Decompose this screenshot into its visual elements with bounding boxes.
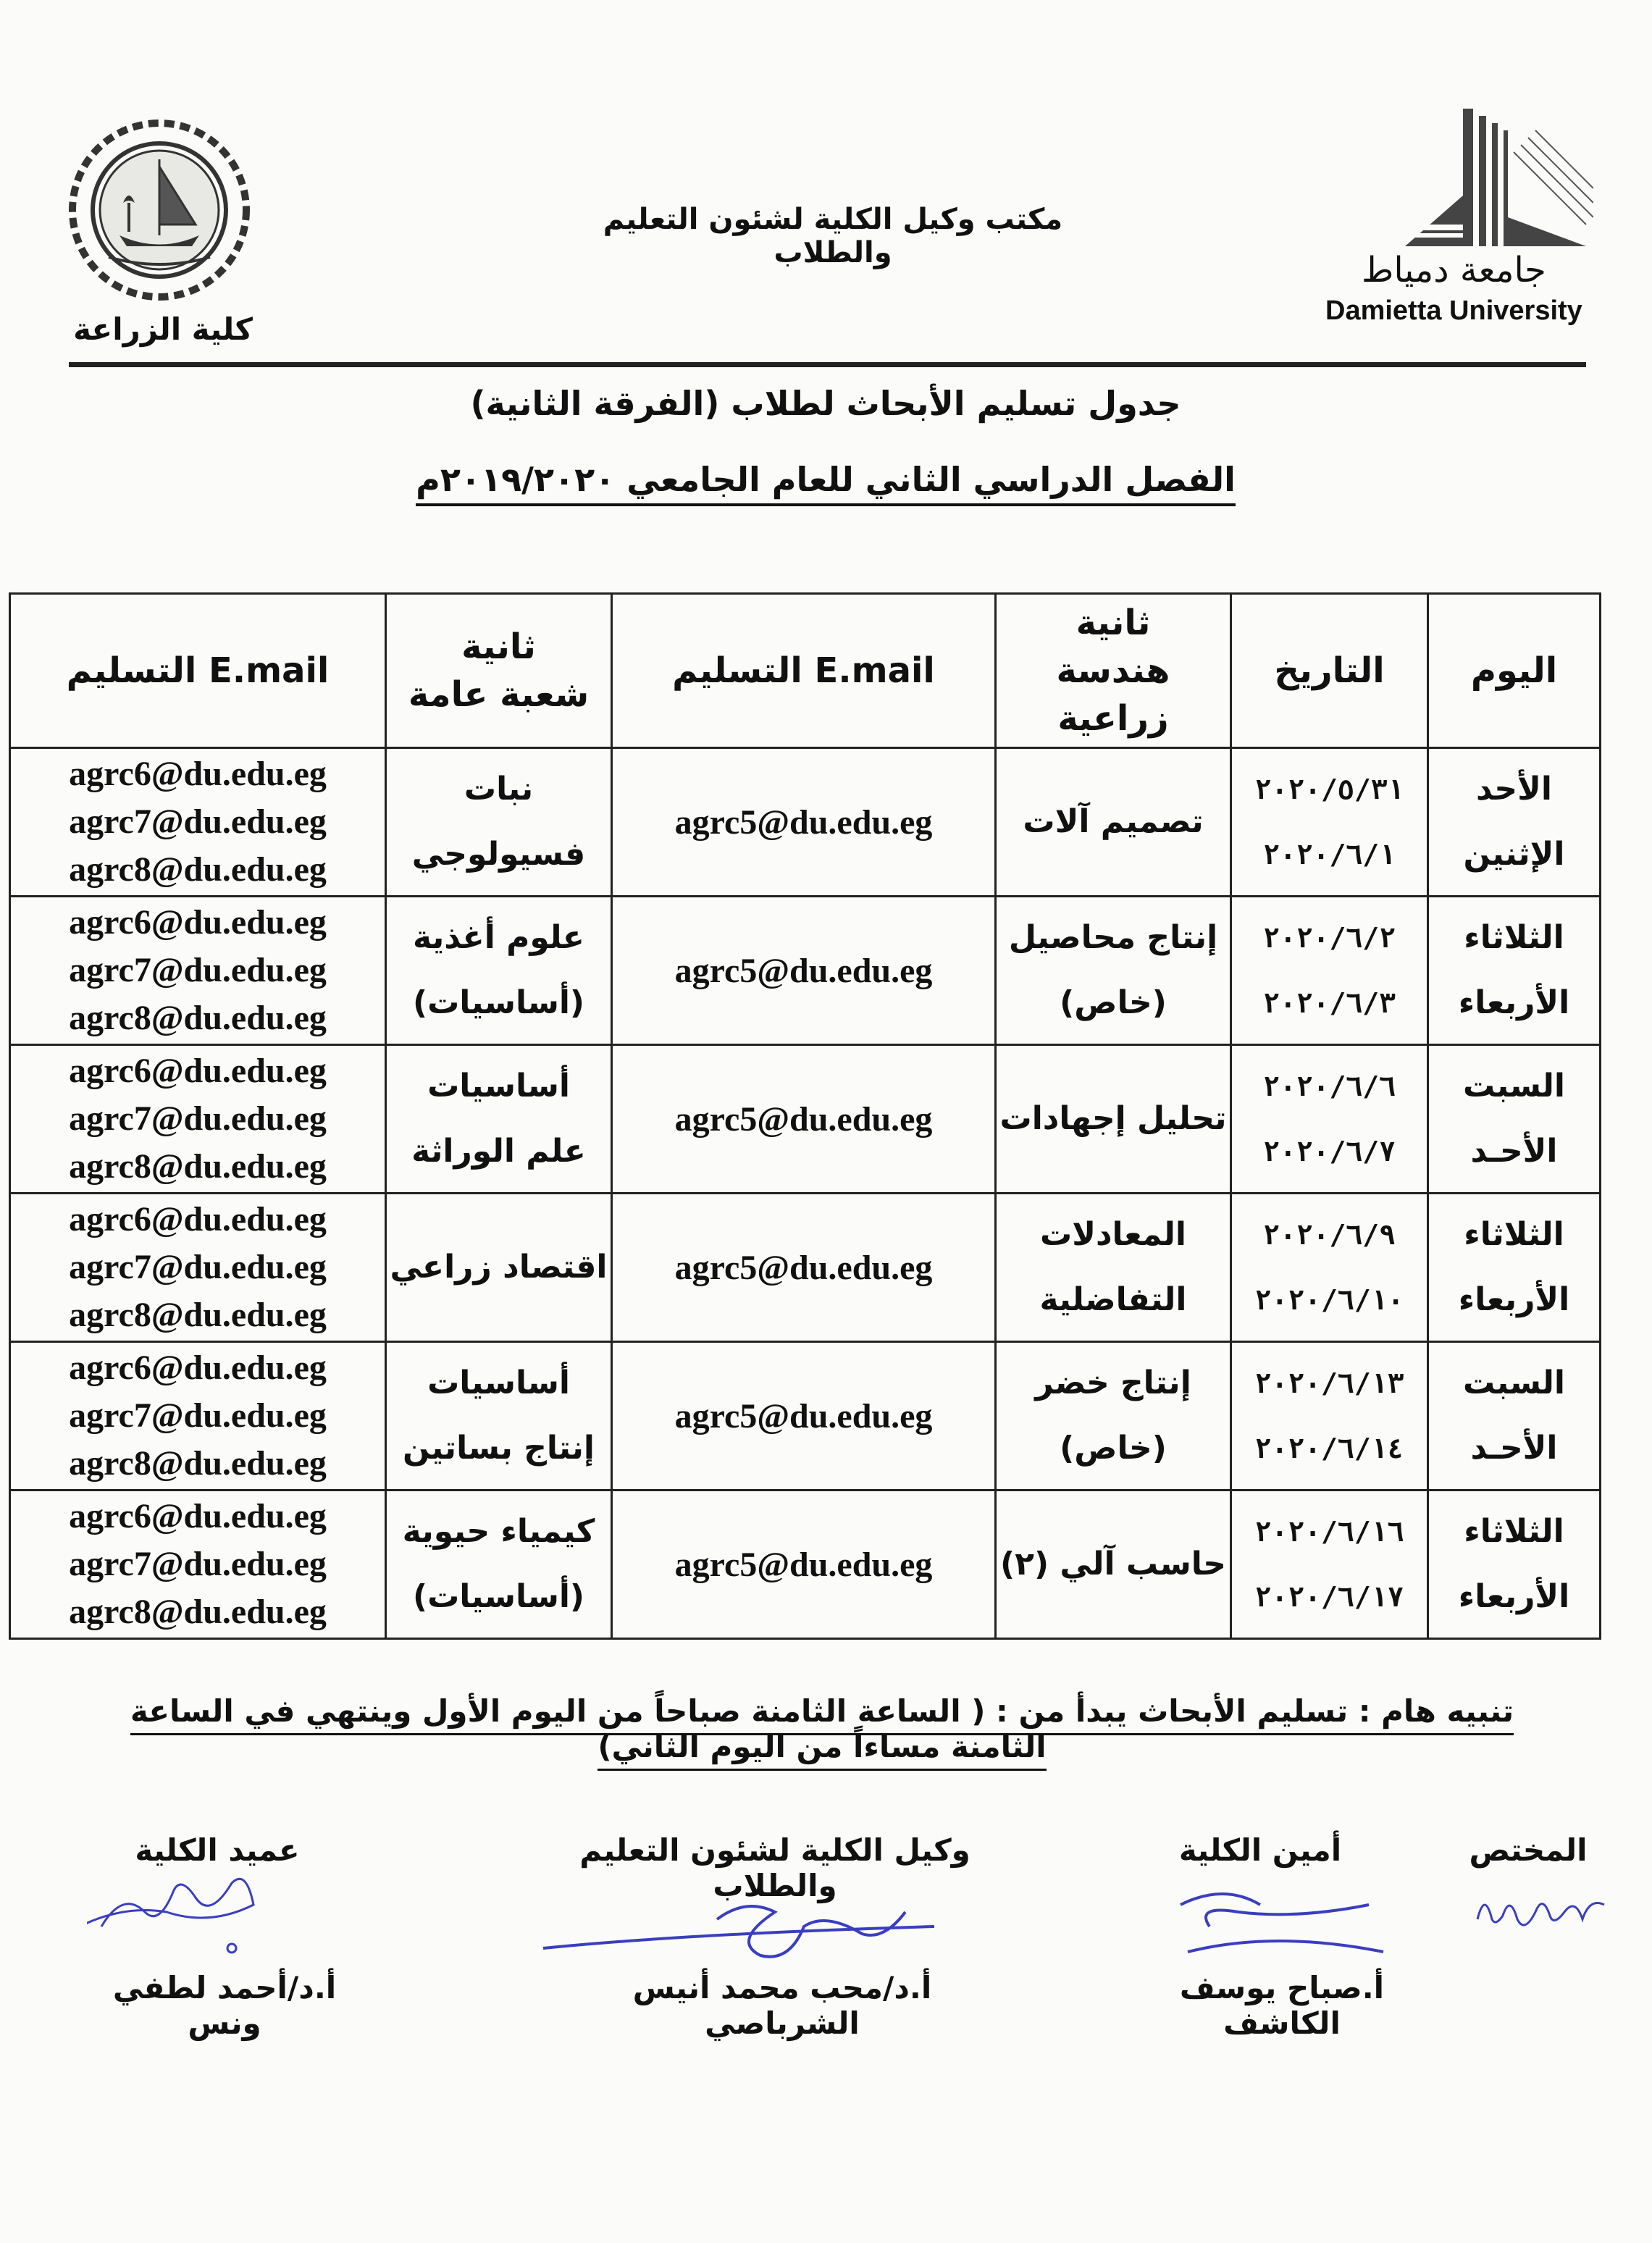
gen-email-cell: [10, 1045, 386, 1194]
vice-dean-signature: [536, 1876, 942, 1970]
dean-title: عميد الكلية: [135, 1832, 300, 1868]
table-row: [10, 897, 1601, 1045]
gen-subject-cell: علوم أغذية (أساسيات): [386, 897, 612, 1045]
eng-email-cell: [612, 1194, 996, 1342]
submission-schedule-table: [9, 592, 1601, 1640]
vice-dean-name: أ.د/محب محمد أنيس الشرباصي: [632, 1970, 932, 2041]
header-day: اليوم: [1428, 594, 1601, 748]
email-link[interactable]: agrc8@du.edu.eg: [69, 1147, 327, 1186]
header-eng-section: ثانية هندسة زراعية: [996, 594, 1231, 748]
date-cell: ٢٠٢٠/٦/٦ ٢٠٢٠/٦/٧: [1231, 1045, 1428, 1194]
table-row: [10, 748, 1601, 897]
date-cell: ٢٠٢٠/٦/٩ ٢٠٢٠/٦/١٠: [1231, 1194, 1428, 1342]
secretary-name: أ.صباح يوسف الكاشف: [1179, 1970, 1385, 2041]
office-title: مكتب وكيل الكلية لشئون التعليم والطلاب: [603, 203, 1063, 269]
date-cell: ٢٠٢٠/٥/٣١ ٢٠٢٠/٦/١: [1231, 748, 1428, 897]
document-title: جدول تسليم الأبحاث لطلاب (الفرقة الثانية): [470, 384, 1181, 423]
university-emblem-icon: [1318, 109, 1593, 253]
dean-signature: [87, 1876, 304, 1963]
table-row: [10, 1491, 1601, 1639]
email-link[interactable]: agrc6@du.edu.eg: [69, 755, 327, 793]
header-divider: [69, 362, 1586, 367]
eng-email-cell: [612, 1045, 996, 1194]
eng-email-cell: [612, 1491, 996, 1639]
specialist-title: المختص: [1469, 1832, 1588, 1868]
university-name-arabic: جامعة دمياط: [1362, 250, 1546, 290]
eng-email-cell: [612, 748, 996, 897]
gen-subject-cell: أساسيات علم الوراثة: [386, 1045, 612, 1194]
date-cell: ٢٠٢٠/٦/٢ ٢٠٢٠/٦/٣: [1231, 897, 1428, 1045]
important-notice: تنبيه هام : تسليم الأبحاث يبدأ من : ( الساعة الثامنة صباحاً من اليوم الأول وينتهي في الساعة الثامنة مساءاً من اليوم الثاني): [80, 1693, 1564, 1764]
day-cell: الأحد الإثنين: [1428, 748, 1601, 897]
header-gen-section: ثانية شعبة عامة: [386, 594, 612, 748]
university-name-english: Damietta University: [1325, 295, 1582, 326]
email-link[interactable]: agrc5@du.edu.eg: [674, 1248, 933, 1287]
gen-email-cell: [10, 1491, 386, 1639]
date-cell: ٢٠٢٠/٦/١٣ ٢٠٢٠/٦/١٤: [1231, 1342, 1428, 1491]
specialist-signature: [1470, 1876, 1615, 1941]
header-date: التاريخ: [1231, 594, 1428, 748]
faculty-seal-icon: [51, 116, 268, 311]
header-email-eng: E.mail التسليم: [612, 594, 996, 748]
email-link[interactable]: agrc5@du.edu.eg: [674, 1396, 933, 1435]
gen-email-cell: [10, 748, 386, 897]
table-row: [10, 1194, 1601, 1342]
secretary-signature: [1166, 1883, 1398, 1963]
dean-name: أ.د/أحمد لطفي ونس: [112, 1970, 337, 2041]
university-logo: [1318, 109, 1593, 326]
eng-subject-cell: حاسب آلي (٢): [996, 1491, 1231, 1639]
document-subtitle: الفصل الدراسي الثاني للعام الجامعي ٢٠١٩/٢٠٢٠م: [406, 460, 1246, 499]
faculty-name: كلية الزراعة: [73, 311, 253, 347]
email-link[interactable]: agrc8@du.edu.eg: [69, 1444, 327, 1483]
day-cell: السبت الأحـد: [1428, 1342, 1601, 1491]
email-link[interactable]: agrc5@du.edu.eg: [674, 1099, 933, 1139]
vice-dean-title: وكيل الكلية لشئون التعليم والطلاب: [579, 1832, 970, 1903]
faculty-seal: [51, 116, 268, 333]
gen-subject-cell: أساسيات إنتاج بساتين: [386, 1342, 612, 1491]
eng-subject-cell: تحليل إجهادات: [996, 1045, 1231, 1194]
day-cell: الثلاثاء الأربعاء: [1428, 1194, 1601, 1342]
gen-email-cell: [10, 897, 386, 1045]
email-link[interactable]: agrc6@du.edu.eg: [69, 1052, 327, 1090]
day-cell: الثلاثاء الأربعاء: [1428, 1491, 1601, 1639]
eng-subject-cell: إنتاج خضر (خاص): [996, 1342, 1231, 1491]
day-cell: الثلاثاء الأربعاء: [1428, 897, 1601, 1045]
email-link[interactable]: agrc7@du.edu.eg: [69, 1248, 327, 1286]
email-link[interactable]: agrc5@du.edu.eg: [674, 951, 933, 990]
email-link[interactable]: agrc8@du.edu.eg: [69, 1296, 327, 1334]
email-link[interactable]: agrc8@du.edu.eg: [69, 999, 327, 1037]
email-link[interactable]: agrc7@du.edu.eg: [69, 1099, 327, 1138]
email-link[interactable]: agrc7@du.edu.eg: [69, 1545, 327, 1583]
gen-subject-cell: نبات فسيولوجي: [386, 748, 612, 897]
eng-email-cell: [612, 1342, 996, 1491]
email-link[interactable]: agrc8@du.edu.eg: [69, 850, 327, 889]
email-link[interactable]: agrc5@du.edu.eg: [674, 1545, 933, 1584]
table-header-row: [10, 594, 1601, 748]
email-link[interactable]: agrc6@du.edu.eg: [69, 903, 327, 942]
email-link[interactable]: agrc6@du.edu.eg: [69, 1497, 327, 1535]
header-email-gen: E.mail التسليم: [10, 594, 386, 748]
gen-subject-cell: كيمياء حيوية (أساسيات): [386, 1491, 612, 1639]
email-link[interactable]: agrc5@du.edu.eg: [674, 802, 933, 842]
email-link[interactable]: agrc6@du.edu.eg: [69, 1349, 327, 1387]
date-cell: ٢٠٢٠/٦/١٦ ٢٠٢٠/٦/١٧: [1231, 1491, 1428, 1639]
day-cell: السبت الأحـد: [1428, 1045, 1601, 1194]
email-link[interactable]: agrc7@du.edu.eg: [69, 802, 327, 841]
eng-subject-cell: المعادلات التفاضلية: [996, 1194, 1231, 1342]
email-link[interactable]: agrc7@du.edu.eg: [69, 951, 327, 989]
gen-email-cell: [10, 1194, 386, 1342]
eng-subject-cell: تصميم آلات: [996, 748, 1231, 897]
email-link[interactable]: agrc7@du.edu.eg: [69, 1396, 327, 1435]
email-link[interactable]: agrc8@du.edu.eg: [69, 1593, 327, 1631]
gen-subject-cell: اقتصاد زراعي: [386, 1194, 612, 1342]
secretary-title: أمين الكلية: [1178, 1832, 1342, 1868]
eng-email-cell: [612, 897, 996, 1045]
table-row: [10, 1045, 1601, 1194]
table-row: [10, 1342, 1601, 1491]
email-link[interactable]: agrc6@du.edu.eg: [69, 1200, 327, 1238]
gen-email-cell: [10, 1342, 386, 1491]
eng-subject-cell: إنتاج محاصيل (خاص): [996, 897, 1231, 1045]
